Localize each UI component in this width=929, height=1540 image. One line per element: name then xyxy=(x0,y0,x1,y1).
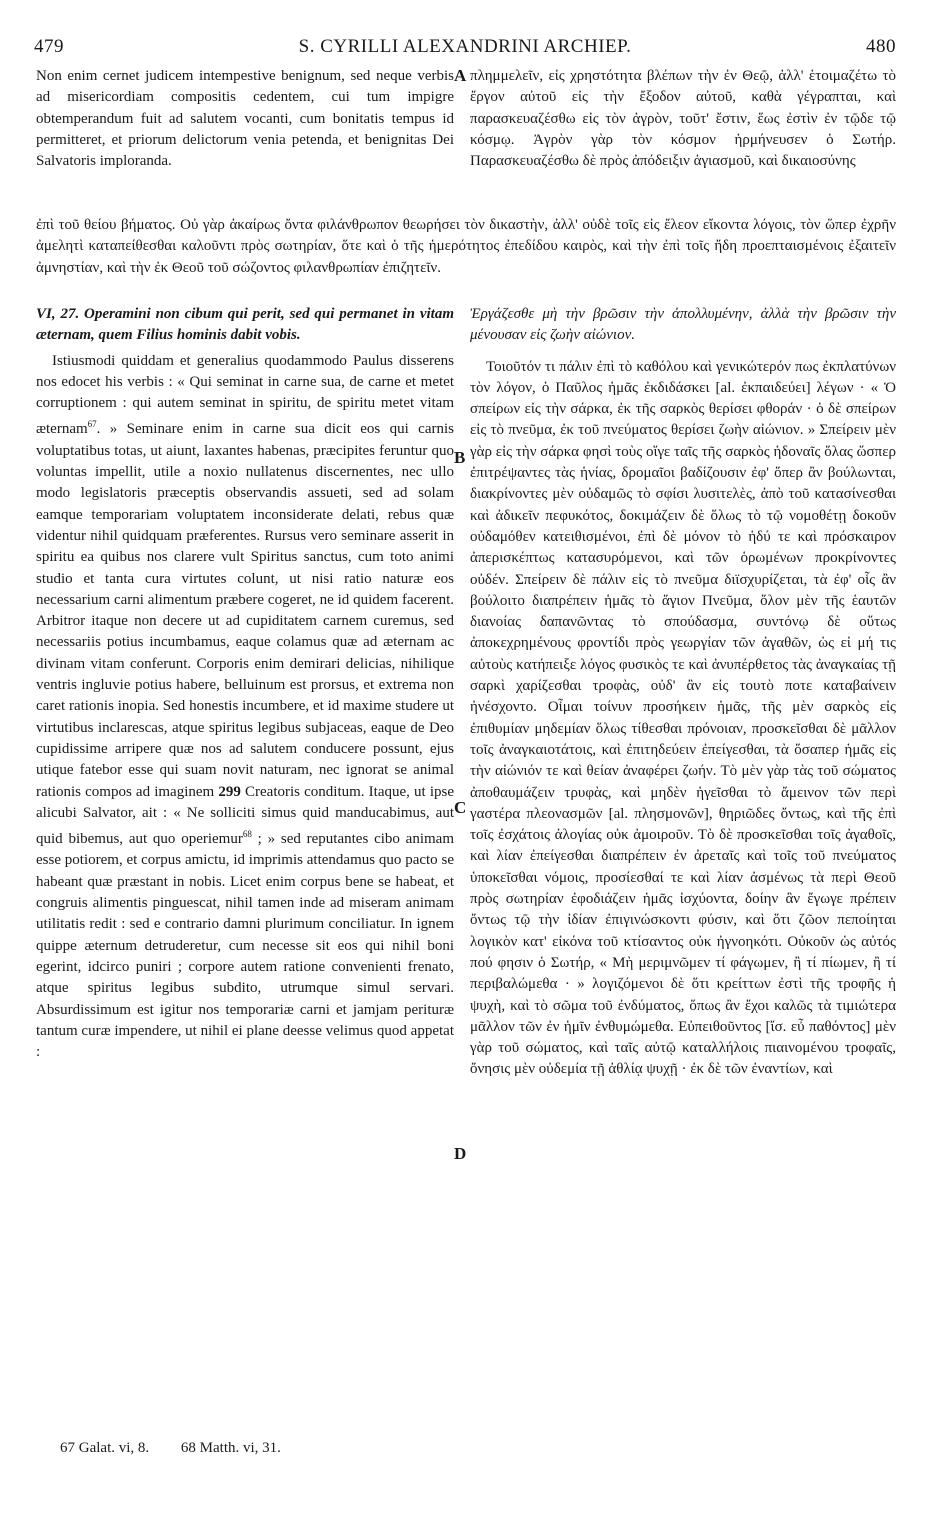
footnotes xyxy=(60,1440,309,1457)
margin-letter-b: B xyxy=(454,448,466,467)
footnote-ref-68: 68 xyxy=(242,829,252,840)
greek-main-column xyxy=(470,304,896,1081)
latin-body-paragraph: Istiusmodi quiddam et generalius quodammodo Paulus disserens nos edocet his verbis : « Qui seminat in carne sua, de carne et metet corruptionem : qui autem seminat in spiritu, de spiritu metet vitam æternam$^{67}$. » Seminare enim in carne sua dicit eos qui carnis voluptatibus totas, ut aiunt, laxantes habenas, præcipites feruntur quo voluntas impellit, utile a noxio nullatenus discernentes, nec ullo modo legislatoris præceptis observandis assueti, sed ad solam eamque temporariam voluptatem inconsiderate delati, rebus quæ videntur nihil quidquam præferentes. Rursus vero seminare asserit in spiritu ea quibus nos clarere vult Spiritus sanctus, cum toto animi studio et tanta cura virtutes colunt, ut nisi ratio naturæ eos necessarium carni alimentum præbere cogeret, ne id quidem facerent. Arbitror itaque non decere ut ad cupiditatem carnem curemus, sed necessariis potius incumbamus, eaque colamus quæ ad æternam ac divinam vitam conferunt. Corporis enim demirari delicias, nihilique ventris ingluvie potius habere, belluinum est prorsus, et extrema non caret rationis inopia. Sed honestis incumbere, et id maxime studere ut virtutibus inclarescas, atque spiritus legibus subjaceas, eaque de Deo cupidissime arripere quæ nos ad salutem conducere possunt, ejus utique fatebor esse qui suam novit naturam, nec ignorat se animal rationis compos ad imaginem 299 Creatoris conditum. Itaque, ut ipse alicubi Salvator, ait : « Ne solliciti simus quid manducabimus, aut quid bibemus, aut quo operiemur$^{68}$ ; » sed reputantes cibo animam esse potiorem, et corpus amictu, id imprimis attendamus quo pacto se habeant quæ præstant in nobis. Licet enim corpus bene se habeat, et congruis alimentis pinguescat, nihil tamen inde ad miseram animam utilitatis redit : sed e contrario damni plurimum conciliatur. In ignem quippe æternum detruderetur, cum necesse sit eos qui nihil boni egerint, idcirco puniri ; corpore autem ratione convenienti frenato, atque spiritus legibus subdito, utrumque simul servari. Absurdissimum est igitur nos temporariæ carni et jamjam perituræ tantum curæ impendere, ut nihil ei plane deesse velimus quod appetat : xyxy=(36,352,455,1061)
footnote-68: 68 Matth. vi, 31. xyxy=(180,1440,281,1456)
page-number-right: 480 xyxy=(866,36,896,57)
margin-letter-d: D xyxy=(454,1144,467,1163)
greek-body-paragraph: Τοιοῦτόν τι πάλιν ἐπὶ τὸ καθόλου καὶ γενικώτερόν πως ἐκπλατύνων τὸν λόγον, ὁ Παῦλος ἡμᾶς ἐκδιδάσκει [al. ἐκπαιδεύει] λέγων · « Ὁ σπείρων εἰς τὴν σάρκα, ἐκ τῆς σαρκὸς θερίσει φθοράν · ὁ δὲ σπείρων εἰς τὸ πνεῦμα, ἐκ τοῦ πνεύματος θερίσει ζωὴν αἰώνιον. » Σπείρειν μὲν γὰρ εἰς τὴν σάρκα φησὶ τοὺς οἵγε ταῖς τῆς σαρκὸς ἡδοναῖς ὅλας ὥσπερ ἐπιτρέψαντες τὰς ἡνίας, δρομαῖοι βαδίζουσιν ἐφ' ὅπερ ἂν βούλωνται, διακρίνοντες μὲν οὐδαμῶς τὸ σφίσι λυσιτελὲς, ἀπὸ τοῦ κατασίνεσθαι καὶ ἀδικεῖν πεφυκότος, δοκιμάζειν δὲ ὅλως τὸ τῷ νομοθέτῃ δοκοῦν οὐδαμόθεν κατειθισμένοι, ἐπὶ δὲ μόνον τὸ ἡδύ τε καὶ πρόσκαιρον ἀπερισκέπτως κατασυρόμενοι, καὶ τῶν ὁρωμένων προκρίνοντες οὐδέν. Σπείρειν δὲ πάλιν εἰς τὸ πνεῦμα διϊσχυρίζεται, τὰ ἐφ' οἷς ἂν βούλοιτο διαπρέπειν ἡμᾶς τὸ ἅγιον Πνεῦμα, ὅλον μὲν τῆς ἑαυτῶν διανοίας δαπανῶντας τὸ σπούδασμα, συντόνῳ δὲ οὕτως ἀποκεχρημένους φροντίδι πρὸς γεωργίαν τῶν ἀγαθῶν, ὡς εἰ μή τις αὐτοὺς κατήπειξε λόγος φυσικὸς τε καὶ ἀνυπέρθετος τὰς ἀναγκαίας τῇ σαρκὶ χαρίζεσθαι τροφὰς, οὐδ' ἂν εἰς τουτὸ ποτε καταβαίνειν ἠνέσχοντο. Οἶμαι τοίνυν προσήκειν ἡμᾶς, τῆς μὲν σαρκὸς εἰς ἐπιθυμίαν μηδεμίαν ὅλως τίθεσθαι πρόνοιαν, προσκεῖσθαι δὲ μᾶλλον τοῖς ἀναγκαιοτάτοις, καὶ ἐπιτηδεύειν ἐπείγεσθαι, τὰ ὅσαπερ ἡμᾶς εἰς τὴν αἰώνιόν τε καὶ θείαν ἀναφέρει ζωήν. Τὸ μὲν γὰρ τὰς τοῦ σώματος ἀποθαυμάζειν τρυφὰς, καὶ μηδὲν ἡγεῖσθαι τὸ ἄμεινον τῶν περὶ γαστέρα πλεονασμῶν [al. πλησμονῶν], θηριῶδες ὄντως, καὶ τῆς ἐπὶ τοῖς ἐσχάτοις ἀλογίας οὐκ ἀμοιροῦν. Τὸ δὲ προσκεῖσθαι τοῖς ἀγαθοῖς, καὶ λίαν ἐπείγεσθαι διαπρέπειν ἐν ἀρεταῖς καὶ τοῖς τοῦ πνεύματος ὑποκεῖσθαι νόμοις, προσίεσθαί τε καὶ λίαν ἀσμένως τὰ περὶ Θεοῦ πρὸς σωτηρίαν ἐφοδιάζειν ἡμᾶς ἰσχύοντα, δοίην ἂν ἔγωγε πρέπειν ὄντως τῷ τὴν ἰδίαν ἐπιγινώσκοντι φύσιν, καὶ ὅτι ζῶον πεποίηται λογικὸν κατ' εἰκόνα τοῦ κτίσαντος οὐκ ἠγνοηκότι. Οὐκοῦν ὡς αὐτός πού φησιν ὁ Σωτήρ, « Μὴ μεριμνῶμεν τί φάγωμεν, ἢ τί πίωμεν, ἢ τί περιβαλώμεθα · » λογιζόμενοι δὲ ὅτι κρείττων ἐστὶ τῆς τροφῆς ἡ ψυχὴ, καὶ τὸ σῶμα τοῦ ἐνδύματος, ὅπως ἂν ἔχοι καλῶς τὰ τιμιώτερα μᾶλλον τῶν ἐν ἡμῖν ἐνθυμώμεθα. Εὐπειθοῦντος [ἴσ. εὖ παθόντος] μὲν γὰρ τοῦ σώματος, καὶ ταῖς αὐτῷ καταλλήλοις πιαινομένου τροφαῖς, ὄνησις μὲν οὐδεμία τῇ ἀθλίᾳ ψυχῇ · ἐκ δὲ τῶν ἐναντίων, καὶ xyxy=(470,358,896,1078)
greek-full-width-block xyxy=(36,215,896,279)
latin-top-paragraph: Non enim cernet judicem intempestive benignum, sed neque verbis ad misericordiam compositis cedentem, cui tum impigre obtemperandum fuit ad salutem vocanti, cum bonitatis tempus id permitteret, et priorum delictorum venia petenda, et benignitas Dei Salvatoris imploranda. xyxy=(36,68,454,170)
running-header xyxy=(34,36,896,64)
latin-top-column xyxy=(36,66,454,172)
margin-letter-a: A xyxy=(454,66,467,85)
latin-section-heading: VI, 27. Operamini non cibum qui perit, sed qui permanet in vitam æternam, quem Filius hominis dabit vobis. xyxy=(36,306,454,344)
footnote-67: 67 Galat. vi, 8. xyxy=(60,1440,150,1456)
greek-full-paragraph: ἐπὶ τοῦ θείου βήματος. Οὐ γὰρ ἀκαίρως ὄντα φιλάνθρωπον θεωρήσει τὸν δικαστὴν, ἀλλ' οὐδὲ τοῖς εἰς ἔλεον εἴκοντα λόγοις, τὸν ὥπερ ἐχρῆν ἀμελητὶ καταπείθεσθαι καλοῦντι πρὸς σωτηρίαν, ὅτε καὶ ὁ τῆς ἡμερότητος ἐπεδίδου καιρὸς, καὶ τὴν ἐπὶ τοῖς ἤδη προεπταισμένοις ἐξαιτεῖν ἀμνηστίαν, καὶ τὴν ἐκ Θεοῦ τοῦ σώζοντος φιλανθρωπίαν ἐπιζητεῖν. xyxy=(36,217,896,276)
latin-main-column xyxy=(36,304,454,1063)
page-number-left: 479 xyxy=(34,36,64,57)
greek-top-column xyxy=(470,66,896,172)
greek-top-paragraph: πλημμελεῖν, εἰς χρηστότητα βλέπων τὴν ἐν Θεῷ, ἀλλ' ἑτοιμαζέτω τὸ ἔργον αὐτοῦ εἰς τὴν ἔξοδον αὐτοῦ, καθὰ γέγραπται, καὶ παρασκευαζέσθω εἰς τὸν ἀγρὸν, τοῦτ' ἔστιν, ἕως ἐστὶν ἐν τῷδε τῷ κόσμῳ. Ἀγρὸν γὰρ τὸν κόσμον ἡρμήνευσεν ὁ Σωτήρ. Παρασκευαζέσθω δὲ πρὸς ἀπόδειξιν ἁγιασμοῦ, καὶ δικαιοσύνης xyxy=(470,68,896,170)
margin-letter-c: C xyxy=(454,798,467,817)
footnote-ref-67: 67 xyxy=(87,419,97,430)
column-number-inline: 299 xyxy=(218,783,241,800)
greek-section-heading: Ἐργάζεσθε μὴ τὴν βρῶσιν τὴν ἀπολλυμένην, ἀλλὰ τὴν βρῶσιν τὴν μένουσαν εἰς ζωὴν αἰώνιον. xyxy=(470,306,896,344)
running-title: S. CYRILLI ALEXANDRINI ARCHIEP. xyxy=(298,36,632,57)
